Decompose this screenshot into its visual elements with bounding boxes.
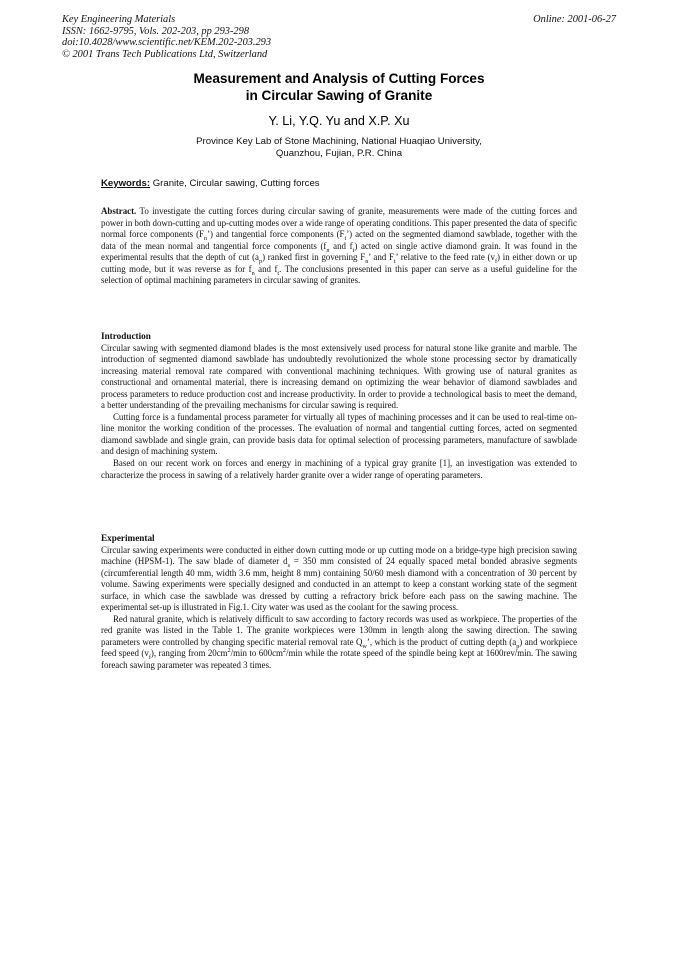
journal-name: Key Engineering Materials xyxy=(62,14,176,25)
affiliation-line-2: Quanzhou, Fujian, P.R. China xyxy=(275,148,403,160)
abstract-section xyxy=(101,206,577,287)
abstract-label: Abstract. xyxy=(101,206,137,216)
experimental-paragraph-2: Red natural granite, which is relatively difficult to saw according to factory records was used as workpiece. The properties of the red granite was listed in the Table 1. The granite workpieces were 130mm in length along the sawing direction. The sawing parameters were controlled by changing specific material removal rate $Q_w$’, which is the product of cutting depth $(a_p)$ and workpiece feed speed $(v_f)$, ranging from $20cm^2/\min$ to $600cm^2/\min$ while the rotate speed of the spindle being kept at 1600rev/min. The sawing foreach sawing parameter was repeated 3 times. xyxy=(101,613,578,671)
experimental-section xyxy=(101,533,577,672)
affiliation-line-1: Province Key Lab of Stone Machining, National Huaqiao University, xyxy=(196,136,482,147)
title-line-1: Measurement and Analysis of Cutting Forces xyxy=(193,71,485,86)
doi-line: doi:10.4028/www.scientific.net/KEM.202-203.293 xyxy=(62,37,272,49)
keywords-text: Granite, Circular sawing, Cutting forces xyxy=(150,178,320,189)
introduction-paragraph-1: Circular sawing with segmented diamond blades is the most extensively used process for natural stone like granite and marble. The introduction of segmented diamond sawblade has undoubtedly revolutionized the whole stone processing sector by dramatically increasing material removal rate compared with conventional machining techniques. With growing use of natural granites as constructional and ornamental material, there is increasing demand on optimizing the wear behavior of diamond sawblades and process parameters to reduce production cost and increase productivity. In order to provide a technological basis to meet the demand, a better understanding of the prevailing mechanisms for circular sawing is required. xyxy=(101,342,577,411)
journal-meta xyxy=(62,14,271,60)
keywords-label: Keywords: xyxy=(101,178,151,189)
title-line-2: in Circular Sawing of Granite xyxy=(245,88,433,103)
introduction-paragraph-3: Based on our recent work on forces and energy in machining of a typical gray granite [1], an investigation was extended to characterize the process in sawing of a relatively harder granite over a wider range of operating parameters. xyxy=(101,458,577,480)
introduction-section xyxy=(101,331,577,481)
author-list: Y. Li, Y.Q. Yu and X.P. Xu xyxy=(268,114,410,128)
paper-title xyxy=(80,70,598,104)
copyright-line: © 2001 Trans Tech Publications Ltd, Switzerland xyxy=(62,48,268,60)
keywords xyxy=(101,178,320,189)
experimental-heading: Experimental xyxy=(101,533,155,543)
introduction-paragraph-2: Cutting force is a fundamental process parameter for virtually all types of machining processes and it can be used to real-time on-line monitor the working condition of the processes. The evaluation of normal and tangential cutting forces, acted on segmented diamond sawblade and single grain, can provide basis data for optimal selection of processing parameters, manufacture of sawblade and design of machining system. xyxy=(101,411,577,457)
abstract-paragraph: Abstract. To investigate the cutting forces during circular sawing of granite, measurements were made of the cutting forces and power in both down-cutting and up-cutting modes over a wide range of operating conditions. This paper presented the data of specific normal force components $(F_n’)$ and tangential force components $(F_t’)$ acted on the segmented diamond sawblade, together with the data of the mean normal and tangential force components ($f_n$ and $f_t$) acted on single active diamond grain. It was found in the experimental results that the depth of cut $(a_p)$ ranked first in governing $F_n$’ and $F_t$’ relative to the feed rate $(v_f)$ in either down or up cutting mode, but it was reverse as for $f_n$ and $f_t$. The conclusions presented in this paper can serve as a useful guideline for the selection of optimal machining parameters in circular sawing of granites. xyxy=(101,206,577,286)
introduction-heading: Introduction xyxy=(101,331,151,341)
online-date: Online: 2001-06-27 xyxy=(533,14,616,25)
issn-line: ISSN: 1662-9795, Vols. 202-203, pp 293-298 xyxy=(62,25,250,37)
experimental-paragraph-1: Circular sawing experiments were conducted in either down cutting mode or up cutting mode on a bridge-type high precision sawing machine (HPSM-1). The saw blade of diameter $d_s = 350$ mm consisted of 24 equally spaced metal bonded abrasive segments (circumferential length 40 mm, width 3.6 mm, height 8 mm) containing 50/60 mesh diamond with a concentration of 30 percent by volume. Sawing experiments were specially designed and conducted in an attempt to keep a constant working state of the segment surface, in which case the sawblade was dressed by cutting a refractory brick before each pass on the sawing machine. The experimental set-up is illustrated in Fig.1. City water was used as the coolant for the sawing process. xyxy=(101,544,577,613)
affiliation xyxy=(80,136,598,161)
